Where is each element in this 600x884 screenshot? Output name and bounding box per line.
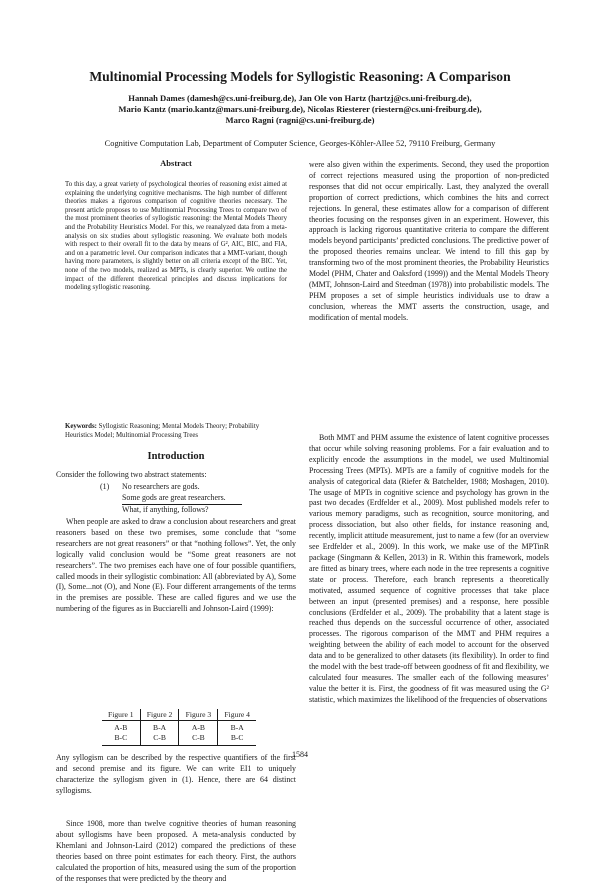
introduction-heading: Introduction <box>147 451 205 462</box>
abstract-heading: Abstract <box>160 158 192 168</box>
figure-table <box>102 709 256 746</box>
figure-cell: B-A <box>140 721 179 734</box>
right-paragraph-1: were also given within the experiments. Second, they used the proportion of correct rejections measured using the proportion of non-predicted responses that did not occur empirically. Last, they analyzed the overall proportion of correct predictions, which combines the hits and correct rejections. In general, these estimates allow for a comparison of different theories focusing on the responses given in an experiment. However, this approach is lacking rigorous quantitative criteria to compare the different models beyond participants’ predicted conclusions. The predictive power of the proposed theories remains unclear. We intend to fill this gap by transforming two of the most prominent theories, the Probability Heuristics Model (PHM, Chater and Oaksford (1999)) and the Mental Models Theory (MMT, Johnson-Laird and Steedman (1978)) into probabilistic models. The PHM proposes a set of simple heuristics individuals use to draw a conclusion, whereas the MMT asserts the construction, usage, and modification of mental models. <box>309 160 549 322</box>
figure-cell: A-B <box>179 721 218 734</box>
keywords-text: Syllogistic Reasoning; Mental Models Theory; Probability Heuristics Model; Multinomial Processing Trees <box>65 423 260 439</box>
keywords-label: Keywords: <box>65 423 97 430</box>
authors-line-2: Mario Kantz (mario.kantz@mars.uni-freiburg.de), Nicolas Riesterer (riestern@cs.uni-freiburg.de), <box>118 104 482 114</box>
intro-paragraph-4: Since 1908, more than twelve cognitive theories of human reasoning about syllogisms have been proposed. A meta-analysis conducted by Khemlani and Johnson-Laird (2012) compared the predictions of these theories based on three point estimates for each theory. First, the authors calculated the proportion of hits, measured using the sum of the proportion of the responses that were predicted by the theory and <box>56 819 296 883</box>
authors-line-3: Marco Ragni (ragni@cs.uni-freiburg.de) <box>225 115 375 125</box>
authors-line-1: Hannah Dames (damesh@cs.uni-freiburg.de), Jan Ole von Hartz (hartzj@cs.uni-freiburg.de), <box>128 93 472 103</box>
figure-header: Figure 2 <box>140 709 179 721</box>
paper-title: Multinomial Processing Models for Syllogistic Reasoning: A Comparison <box>89 69 511 84</box>
figure-cell: C-B <box>179 733 218 746</box>
figure-cell: B-C <box>218 733 256 746</box>
example-premise-1: No researchers are gods. <box>122 482 200 491</box>
right-paragraph-2: Both MMT and PHM assume the existence of latent cognitive processes that occur while solving reasoning problems. For a fair evaluation and to explicitly encode the assumptions in the model, we used Multinomial Processing Trees (MPTs). MPTs are a family of cognitive models for the analysis of categorical data (Riefer & Batchelder, 1988; Moshagen, 2010). The usage of MPTs in cognitive science and psychology has grown in the past two decades (Erdfelder et al., 2009). Most published models refer to various memory paradigms, such as recognition, source monitoring, and process dissociation, but also other fields, for instance reasoning and, recently, implicit attitude measurement, just to name a few (for an overview see Erdfelder et al., 2009). In this work, we make use of the MPTinR package (Singmann & Kellen, 2013) in R. Within this framework, models are fitted as binary trees, where each node in the tree represents a cognitive state or process. Therefore, each branch represents a theoretically motivated, assumed sequence of cognitive processes that take place between an input (presented premises) and a response, here possible conclusions (Erdfelder et al., 2009). The probability that a latent stage is reached thus depends on the successful occurrence of other, associated processes. The rigorous comparison of the MMT and PHM requires a weighting between the ability of each model to account for the observed data and to be generalized to other datasets (its flexibility). In order to find the model with the best trade-off between goodness of fit and flexibility, we calculated four measures. The smaller each of the following measures’ value the better it is. First, the goodness of fit was measured using the G² statistic, which maximizes the likelihood of the frequencies of observations <box>309 433 549 704</box>
figure-header: Figure 3 <box>179 709 218 721</box>
abstract-text: To this day, a great variety of psychological theories of reasoning exist aimed at explaining the underlying cognitive mechanisms. The high number of different theories makes a rigorous comparison of cognitive theories necessary. The present article proposes to use Multinomial Processing Trees to compare two of the most prominent theories of syllogistic reasoning: the Mental Models Theory and the Probability Heuristics Model. For this, we reanalyzed data from a meta-analysis on six studies about syllogistic reasoning. We evaluate both models with respect to their overall fit to the data by means of G², AIC, BIC, and FIA, and on a parametric level. Our comparison indicates that a MMT-variant, though having more parameters, is slightly better on all criteria except of the BIC. Yet, none of the two models, realized as MPTs, is clearly superior. We outline the impact of the different theoretical principles and discuss implications for modeling syllogistic reasoning. <box>65 181 287 292</box>
figure-header: Figure 1 <box>102 709 140 721</box>
page-number: 1584 <box>292 750 308 759</box>
example-premise-2: Some gods are great researchers. <box>122 493 242 505</box>
affiliation: Cognitive Computation Lab, Department of Computer Science, Georges-Köhler-Allee 52, 79110 Freiburg, Germany <box>104 139 496 148</box>
intro-paragraph-2: When people are asked to draw a conclusion about researchers and great reasoners based on these two premises, some conclude that “some researchers are not great reasoners” or that “nothing follows”. Yet, the only logically valid conclusion would be “Some great reasoners are not researchers”. The two premises each have one of four possible quantifiers, called moods in their syllogistic combination: All (abbreviated by A), Some (I), Some...not (O), and None (E). Four different arrangements of the terms in the premises are possible. These are called figures and we use the numbering of the figures as in Bucciarelli and Johnson-Laird (1999): <box>56 517 296 614</box>
figure-cell: A-B <box>102 721 140 734</box>
example-question: What, if anything, follows? <box>122 504 209 514</box>
figure-header: Figure 4 <box>218 709 256 721</box>
figure-cell: B-C <box>102 733 140 746</box>
keywords <box>65 423 287 440</box>
intro-paragraph-3: Any syllogism can be described by the respective quantifiers of the first and second premise and its figure. We can write EI1 to uniquely characterize the syllogism given in (1). Hence, there are 64 distinct syllogisms. <box>56 753 296 795</box>
figure-cell: B-A <box>230 723 244 732</box>
intro-paragraph-1: Consider the following two abstract statements: <box>56 470 207 479</box>
figure-cell: C-B <box>140 733 179 746</box>
example-number: (1) <box>100 482 110 491</box>
